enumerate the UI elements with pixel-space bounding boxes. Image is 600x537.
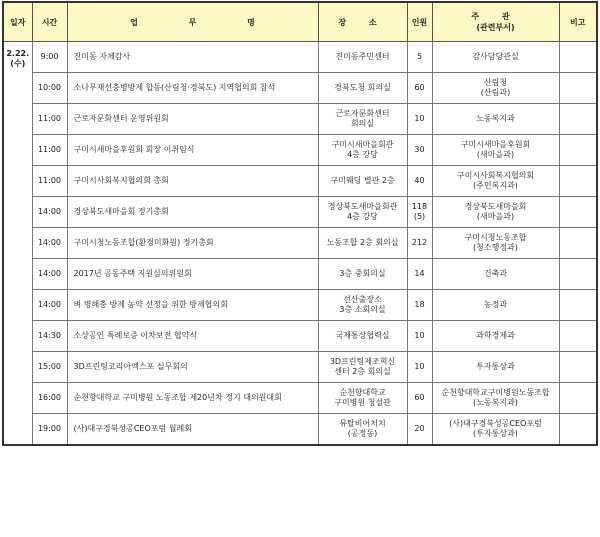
row-time: 14:00: [32, 197, 67, 228]
row-note: [559, 321, 597, 352]
table-row: [3, 73, 597, 104]
header-note: 비고: [559, 2, 597, 42]
row-time: 11:00: [32, 166, 67, 197]
row-people: 118 (5): [407, 197, 432, 228]
table-row: [3, 383, 597, 414]
row-place: 구미웨딩 별관 2층: [318, 166, 407, 197]
row-place: 국제통상협력실: [318, 321, 407, 352]
row-people: 10: [407, 352, 432, 383]
row-note: [559, 414, 597, 446]
row-org: 투자통상과: [432, 352, 559, 383]
row-time: 14:00: [32, 259, 67, 290]
row-note: [559, 352, 597, 383]
row-task: 소나무재선충병방제 합동(산림청·경북도) 지역협의회 참석: [67, 73, 318, 104]
row-time: 14:00: [32, 228, 67, 259]
row-note: [559, 383, 597, 414]
row-task: 3D프린팅코리아엑스포 실무회의: [67, 352, 318, 383]
row-org: 과학경제과: [432, 321, 559, 352]
row-org: 노동복지과: [432, 104, 559, 135]
row-place: 3층 중회의실: [318, 259, 407, 290]
row-note: [559, 42, 597, 73]
row-org: 구미시사회복지협의회 (주민복지과): [432, 166, 559, 197]
row-task: 구미시사회복지협의회 총회: [67, 166, 318, 197]
row-org: 건축과: [432, 259, 559, 290]
table-row: [3, 290, 597, 321]
row-org: 산림청 (산림과): [432, 73, 559, 104]
row-note: [559, 166, 597, 197]
schedule-body: [3, 42, 597, 446]
table-row: [3, 321, 597, 352]
header-time: 시간: [32, 2, 67, 42]
header-date: 일자: [3, 2, 32, 42]
header-org: [432, 2, 559, 42]
row-place: 선산출장소 3층 소회의실: [318, 290, 407, 321]
row-people: 14: [407, 259, 432, 290]
row-task: 순천향대학교 구미병원 노동조합 제20년차 정기 대의원대회: [67, 383, 318, 414]
row-org: 감사담당관실: [432, 42, 559, 73]
date-cell: [3, 42, 32, 446]
row-time: 11:00: [32, 135, 67, 166]
header-org-line2: (관련부서): [476, 23, 515, 32]
row-org: 농정과: [432, 290, 559, 321]
row-task: 경상북도새마을회 정기총회: [67, 197, 318, 228]
row-time: 15:00: [32, 352, 67, 383]
date-day: 2.22.: [6, 49, 30, 58]
row-note: [559, 228, 597, 259]
row-org: (사)대구경북성공CEO포럼 (투자통상과): [432, 414, 559, 446]
table-row: [3, 42, 597, 73]
row-place: 진미동주민센터: [318, 42, 407, 73]
row-task: 근로자문화센터 운영위원회: [67, 104, 318, 135]
row-time: 11:00: [32, 104, 67, 135]
table-row: [3, 259, 597, 290]
row-place: 순천향대학교 구미병원 청설관: [318, 383, 407, 414]
row-task: 구미시청노동조합(환경미화원) 정기총회: [67, 228, 318, 259]
row-task: 진미동 자체감사: [67, 42, 318, 73]
row-time: 9:00: [32, 42, 67, 73]
row-place: 뮤탈비어처치 (공정동): [318, 414, 407, 446]
row-org: 경상북도새마을회 (새마을과): [432, 197, 559, 228]
row-org: 구미시청노동조합 (청소행정과): [432, 228, 559, 259]
row-people: 5: [407, 42, 432, 73]
header-org-line1: 주 관: [471, 12, 520, 21]
row-task: (사)대구경북성공CEO포럼 월례회: [67, 414, 318, 446]
schedule-container: [2, 1, 598, 534]
row-place: 구미시새마을회관 4층 강당: [318, 135, 407, 166]
row-people: 10: [407, 321, 432, 352]
header-row: [3, 2, 597, 42]
table-row: [3, 104, 597, 135]
row-people: 30: [407, 135, 432, 166]
row-people: 10: [407, 104, 432, 135]
row-place: 근로자문화센터 회의실: [318, 104, 407, 135]
header-task: 업 무 명: [67, 2, 318, 42]
row-note: [559, 290, 597, 321]
row-place: 경상북도새마을회관 4층 강당: [318, 197, 407, 228]
row-note: [559, 197, 597, 228]
row-time: 10:00: [32, 73, 67, 104]
row-people: 40: [407, 166, 432, 197]
row-people: 18: [407, 290, 432, 321]
row-note: [559, 73, 597, 104]
row-note: [559, 135, 597, 166]
row-people: 212: [407, 228, 432, 259]
row-note: [559, 104, 597, 135]
row-org: 구미시새마을후원회 (새마을과): [432, 135, 559, 166]
row-place: 경북도청 회의실: [318, 73, 407, 104]
table-row: [3, 352, 597, 383]
row-time: 16:00: [32, 383, 67, 414]
table-row: [3, 228, 597, 259]
schedule-table: [2, 1, 598, 446]
row-place: 3D프린팅제조혁신 센터 2층 회의실: [318, 352, 407, 383]
row-task: 2017년 공동주택 지원심의위원회: [67, 259, 318, 290]
row-task: 구미시새마을후원회 회장 이취임식: [67, 135, 318, 166]
table-row: [3, 135, 597, 166]
row-people: 20: [407, 414, 432, 446]
table-row: [3, 197, 597, 228]
row-time: 14:30: [32, 321, 67, 352]
table-row: [3, 414, 597, 446]
row-task: 소상공인 특례보증 이차보전 협약식: [67, 321, 318, 352]
table-row: [3, 166, 597, 197]
row-people: 60: [407, 383, 432, 414]
row-org: 순천향대학교구미병원노동조합 (노동복지과): [432, 383, 559, 414]
row-task: 벼 병해충 방제 농약 선정을 위한 방제협의회: [67, 290, 318, 321]
header-place: 장 소: [318, 2, 407, 42]
row-people: 60: [407, 73, 432, 104]
row-place: 노동조합 2층 회의실: [318, 228, 407, 259]
date-weekday: (수): [10, 59, 26, 68]
row-time: 14:00: [32, 290, 67, 321]
row-time: 19:00: [32, 414, 67, 446]
header-people: 인원: [407, 2, 432, 42]
row-note: [559, 259, 597, 290]
